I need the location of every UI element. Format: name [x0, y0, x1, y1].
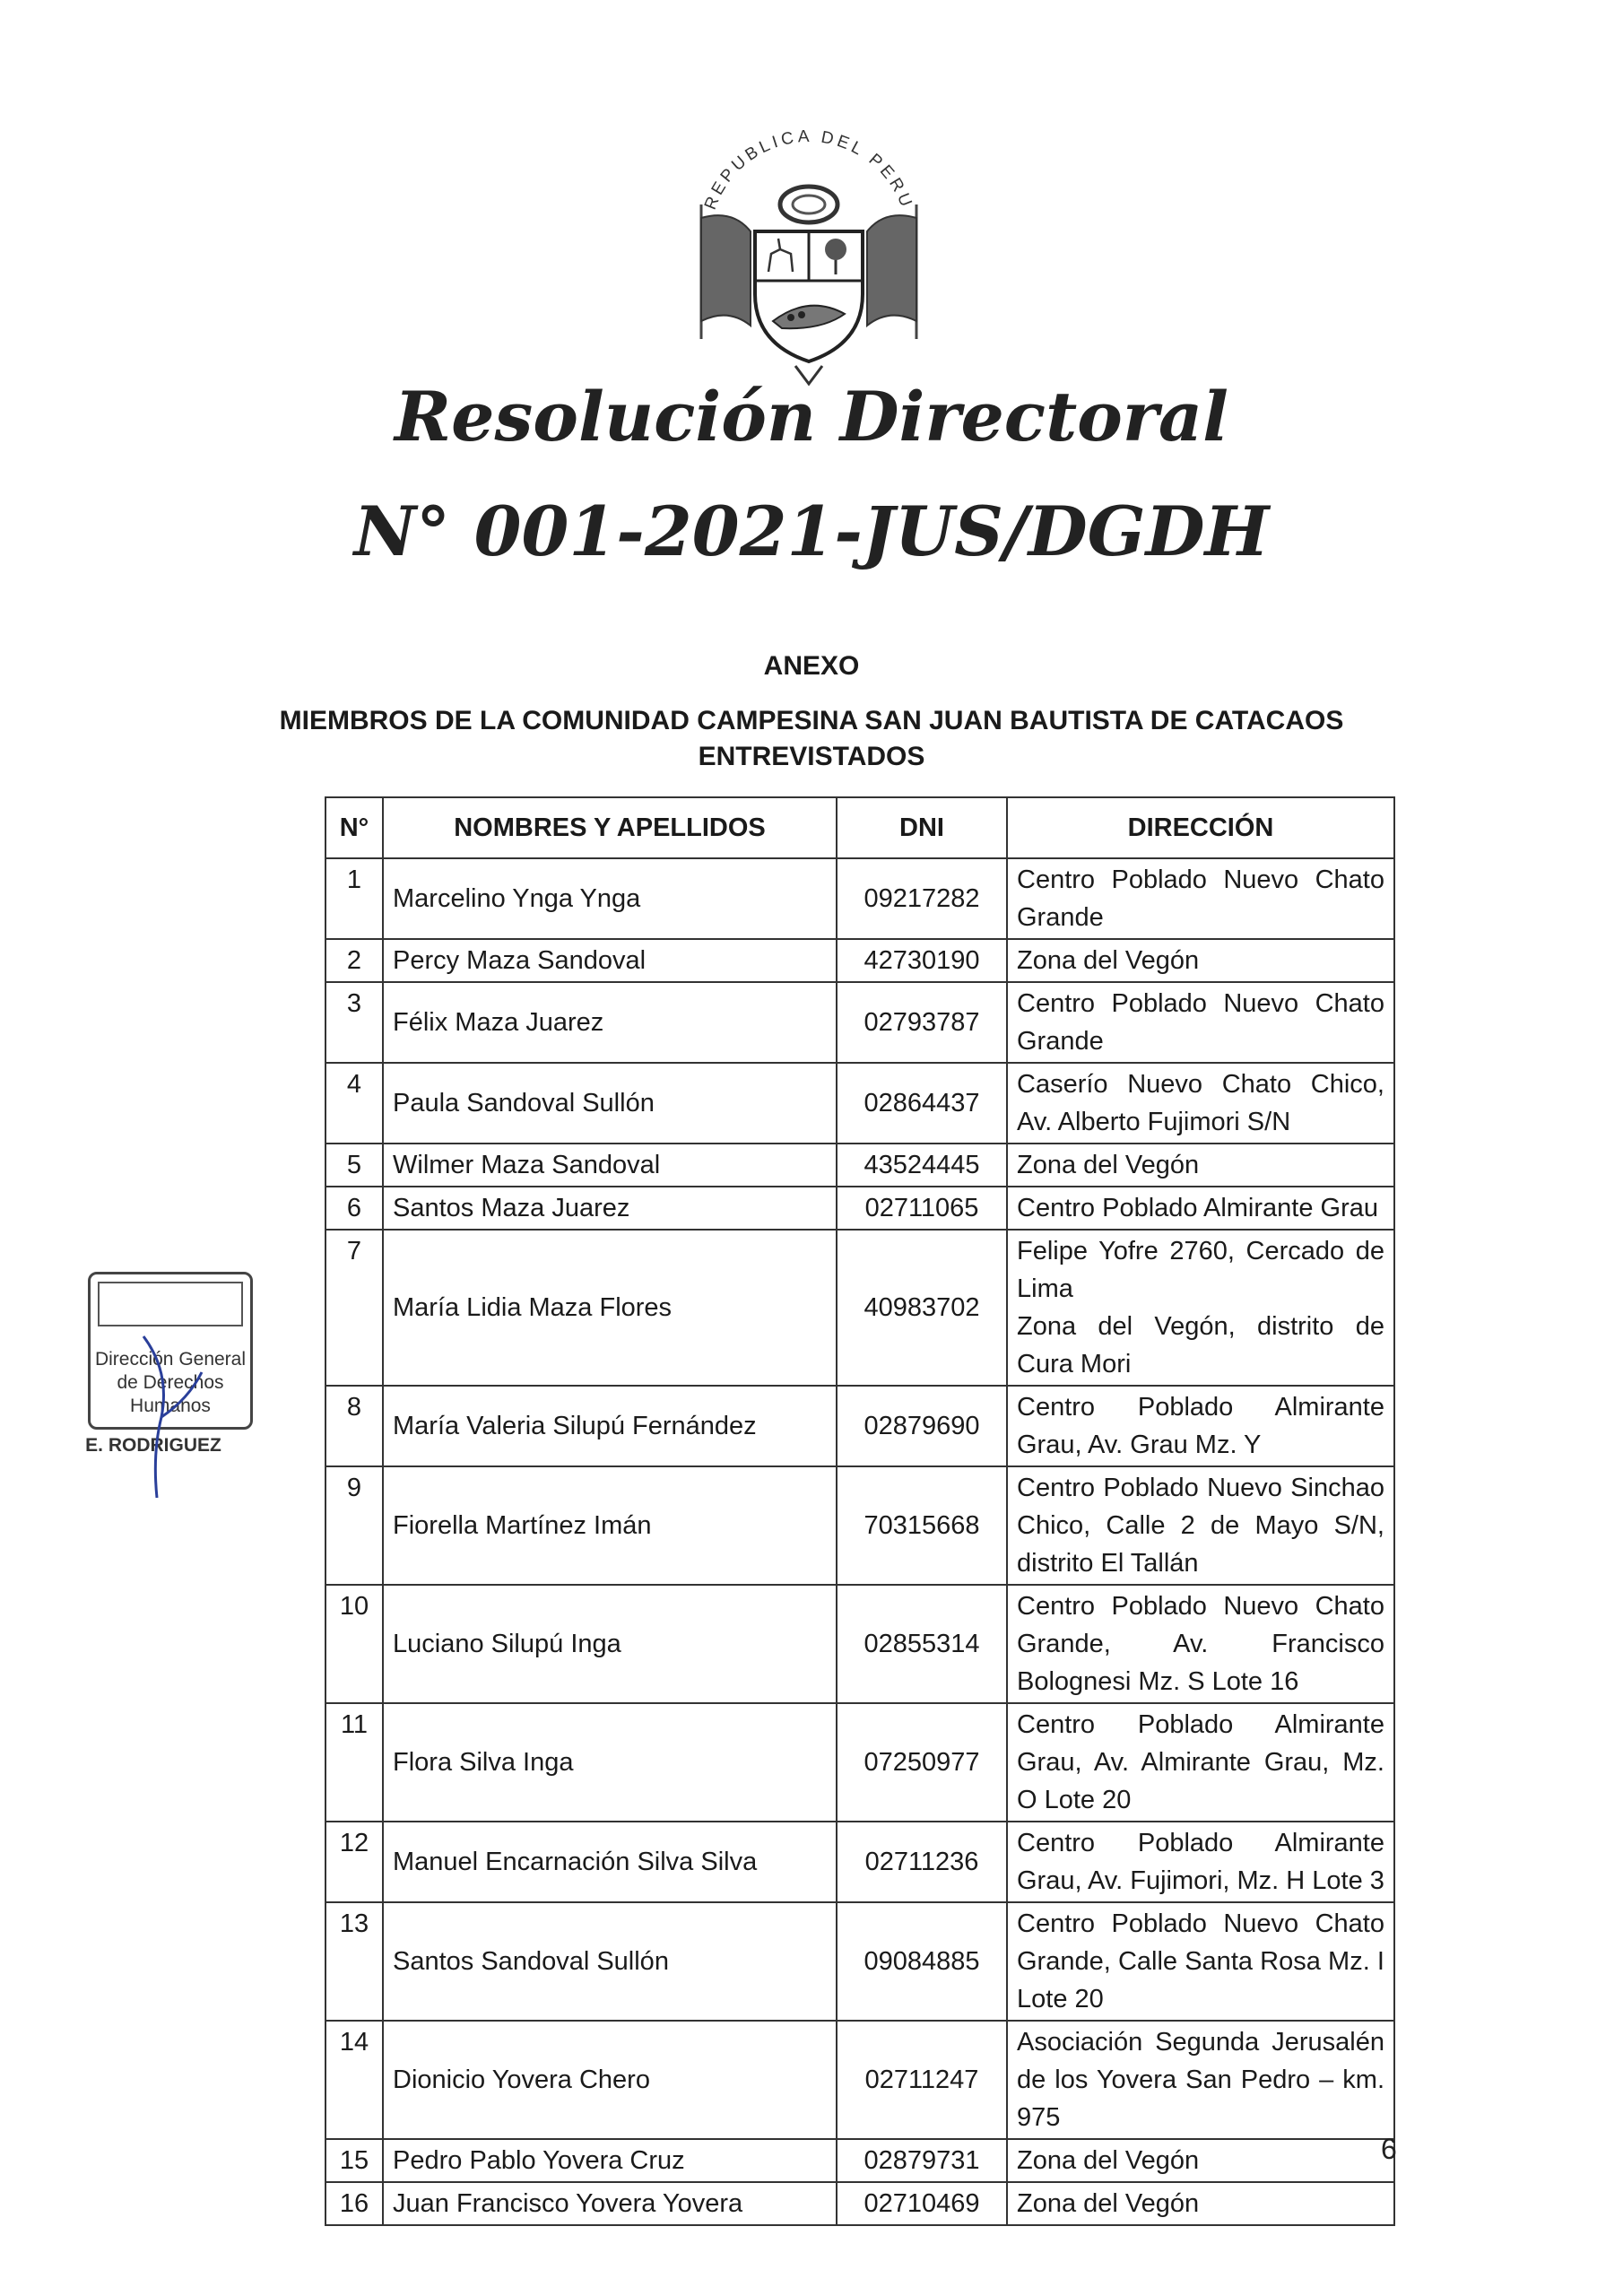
- row-number: 13: [325, 1902, 383, 2021]
- row-number: 12: [325, 1822, 383, 1902]
- table-row: [325, 1585, 1394, 1703]
- members-table: [325, 796, 1395, 2226]
- coat-of-arms-seal: [665, 106, 952, 402]
- member-dni: 40983702: [837, 1230, 1007, 1386]
- member-dni: 43524445: [837, 1144, 1007, 1187]
- row-number: 6: [325, 1187, 383, 1230]
- member-address: [1007, 1822, 1394, 1902]
- table-row: [325, 982, 1394, 1063]
- member-address: [1007, 982, 1394, 1063]
- address-line: Centro Poblado Almirante Grau, Av. Grau Mz. Y: [1017, 1393, 1384, 1459]
- seal-motto: REPUBLICA DEL PERU: [700, 126, 917, 213]
- address-line: Zona del Vegón: [1017, 2146, 1200, 2175]
- table-row: [325, 1063, 1394, 1144]
- stamp-line-1: Dirección General: [94, 1349, 247, 1370]
- address-line: Centro Poblado Almirante Grau, Av. Almirante Grau, Mz. O Lote 20: [1017, 1710, 1384, 1814]
- member-address: [1007, 1466, 1394, 1585]
- member-name: María Lidia Maza Flores: [383, 1230, 837, 1386]
- row-number: 2: [325, 939, 383, 982]
- address-line: Caserío Nuevo Chato Chico, Av. Alberto Fujimori S/N: [1017, 1070, 1384, 1136]
- member-address: [1007, 2021, 1394, 2139]
- table-row: [325, 2021, 1394, 2139]
- table-row: [325, 1902, 1394, 2021]
- stamp-line-3: Humanos: [130, 1396, 211, 1416]
- member-dni: 02855314: [837, 1585, 1007, 1703]
- table-row: [325, 1187, 1394, 1230]
- member-name: Wilmer Maza Sandoval: [383, 1144, 837, 1187]
- member-address: [1007, 939, 1394, 982]
- member-address: [1007, 1063, 1394, 1144]
- annex-subtitle: MIEMBROS DE LA COMUNIDAD CAMPESINA SAN JUAN BAUTISTA DE CATACAOS ENTREVISTADOS: [279, 706, 1344, 771]
- member-name: Dionicio Yovera Chero: [383, 2021, 837, 2139]
- address-line: Centro Poblado Nuevo Chato Grande, Av. Francisco Bolognesi Mz. S Lote 16: [1017, 1592, 1384, 1696]
- table-row: [325, 1144, 1394, 1187]
- annex-label: ANEXO: [763, 651, 860, 681]
- member-address: [1007, 1902, 1394, 2021]
- member-address: [1007, 1585, 1394, 1703]
- column-header-dni: DNI: [837, 797, 1007, 858]
- member-name: Santos Sandoval Sullón: [383, 1902, 837, 2021]
- table-row: [325, 2139, 1394, 2182]
- member-dni: 02711236: [837, 1822, 1007, 1902]
- table-row: [325, 1230, 1394, 1386]
- member-name: Luciano Silupú Inga: [383, 1585, 837, 1703]
- member-name: Pedro Pablo Yovera Cruz: [383, 2139, 837, 2182]
- member-dni: 42730190: [837, 939, 1007, 982]
- address-line: Zona del Vegón: [1017, 1151, 1200, 1179]
- document-title: Resolución Directoral: [394, 377, 1229, 457]
- stamp-line-2: de Derechos: [117, 1372, 224, 1393]
- address-line: Zona del Vegón: [1017, 946, 1200, 975]
- address-line: Zona del Vegón: [1017, 2189, 1200, 2218]
- row-number: 4: [325, 1063, 383, 1144]
- table-row: [325, 2182, 1394, 2225]
- member-name: Percy Maza Sandoval: [383, 939, 837, 982]
- row-number: 5: [325, 1144, 383, 1187]
- member-dni: 02793787: [837, 982, 1007, 1063]
- member-name: Marcelino Ynga Ynga: [383, 858, 837, 939]
- address-line: Centro Poblado Nuevo Chato Grande, Calle Santa Rosa Mz. I Lote 20: [1017, 1909, 1384, 2013]
- row-number: 10: [325, 1585, 383, 1703]
- address-line: Centro Poblado Nuevo Sinchao Chico, Calle 2 de Mayo S/N, distrito El Tallán: [1017, 1474, 1384, 1578]
- column-header-number: N°: [325, 797, 383, 858]
- member-dni: 70315668: [837, 1466, 1007, 1585]
- member-dni: 02864437: [837, 1063, 1007, 1144]
- member-address: [1007, 1386, 1394, 1466]
- address-line: Zona del Vegón, distrito de Cura Mori: [1017, 1312, 1384, 1378]
- member-address: [1007, 1187, 1394, 1230]
- handwritten-signature: [117, 1318, 215, 1507]
- member-dni: 02879690: [837, 1386, 1007, 1466]
- member-dni: 02711247: [837, 2021, 1007, 2139]
- member-name: Félix Maza Juarez: [383, 982, 837, 1063]
- member-address: [1007, 2139, 1394, 2182]
- member-dni: 02879731: [837, 2139, 1007, 2182]
- member-dni: 02710469: [837, 2182, 1007, 2225]
- row-number: 9: [325, 1466, 383, 1585]
- row-number: 14: [325, 2021, 383, 2139]
- row-number: 8: [325, 1386, 383, 1466]
- row-number: 16: [325, 2182, 383, 2225]
- member-dni: 09217282: [837, 858, 1007, 939]
- address-line: Centro Poblado Nuevo Chato Grande: [1017, 865, 1384, 932]
- page-number: 6: [1381, 2133, 1397, 2165]
- row-number: 3: [325, 982, 383, 1063]
- table-header-row: [325, 797, 1394, 858]
- address-line: Centro Poblado Almirante Grau, Av. Fujimori, Mz. H Lote 3: [1017, 1829, 1384, 1895]
- member-name: Paula Sandoval Sullón: [383, 1063, 837, 1144]
- member-dni: 02711065: [837, 1187, 1007, 1230]
- table-row: [325, 1703, 1394, 1822]
- row-number: 7: [325, 1230, 383, 1386]
- column-header-address: DIRECCIÓN: [1007, 797, 1394, 858]
- resolution-number: N° 001-2021-JUS/DGDH: [353, 491, 1270, 571]
- table-row: [325, 858, 1394, 939]
- row-number: 11: [325, 1703, 383, 1822]
- member-address: [1007, 1703, 1394, 1822]
- member-address: [1007, 1144, 1394, 1187]
- address-line: Asociación Segunda Jerusalén de los Yovera San Pedro – km. 975: [1017, 2028, 1384, 2132]
- member-address: [1007, 1230, 1394, 1386]
- member-name: Santos Maza Juarez: [383, 1187, 837, 1230]
- member-address: [1007, 2182, 1394, 2225]
- table-row: [325, 1822, 1394, 1902]
- row-number: 1: [325, 858, 383, 939]
- member-name: Juan Francisco Yovera Yovera: [383, 2182, 837, 2225]
- member-name: Manuel Encarnación Silva Silva: [383, 1822, 837, 1902]
- table-row: [325, 939, 1394, 982]
- member-name: Fiorella Martínez Imán: [383, 1466, 837, 1585]
- member-name: María Valeria Silupú Fernández: [383, 1386, 837, 1466]
- stamp-signer-name: E. RODRIGUEZ: [85, 1435, 221, 1456]
- table-row: [325, 1466, 1394, 1585]
- address-line: Centro Poblado Almirante Grau: [1017, 1194, 1378, 1222]
- address-line: Centro Poblado Nuevo Chato Grande: [1017, 989, 1384, 1056]
- member-name: Flora Silva Inga: [383, 1703, 837, 1822]
- member-dni: 09084885: [837, 1902, 1007, 2021]
- row-number: 15: [325, 2139, 383, 2182]
- member-dni: 07250977: [837, 1703, 1007, 1822]
- member-address: [1007, 858, 1394, 939]
- svg-text:REPUBLICA DEL PERU: [701, 127, 916, 213]
- address-line: Felipe Yofre 2760, Cercado de Lima: [1017, 1237, 1384, 1303]
- table-row: [325, 1386, 1394, 1466]
- column-header-name: NOMBRES Y APELLIDOS: [383, 797, 837, 858]
